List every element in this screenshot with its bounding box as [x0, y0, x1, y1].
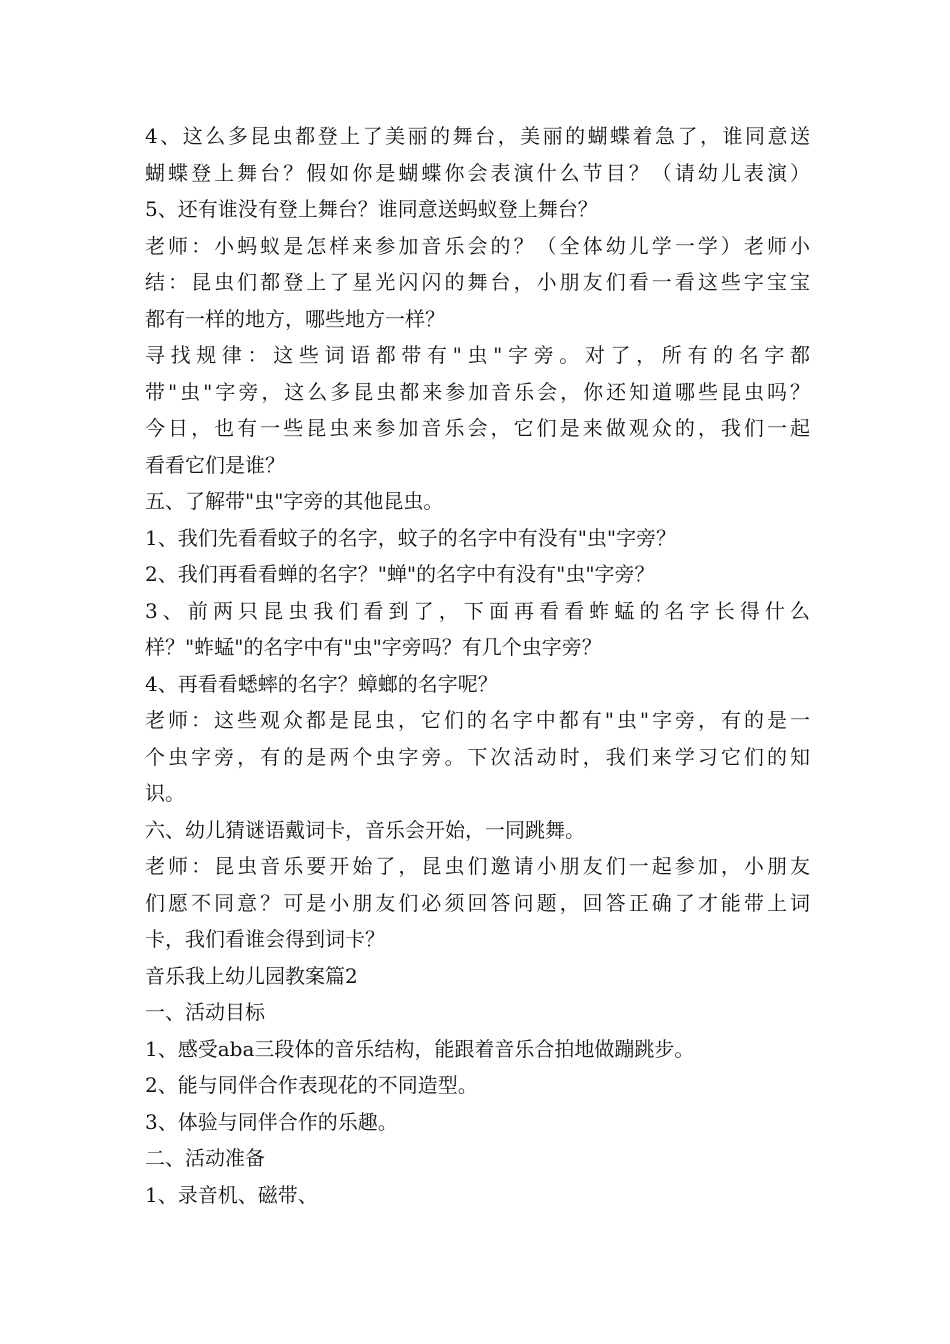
section-heading: 六、幼儿猜谜语戴词卡，音乐会开始，一同跳舞。: [145, 817, 585, 842]
document-body: [145, 118, 810, 1213]
document-title: 音乐我上幼儿园教案篇2: [145, 963, 358, 988]
text-line: 老师：这些观众都是昆虫，它们的名字中都有"虫"字旁，有的是一: [145, 708, 810, 732]
text-line: 带"虫"字旁，这么多昆虫都来参加音乐会，你还知道哪些昆虫吗？: [145, 379, 810, 404]
text-line: 卡，我们看谁会得到词卡？: [145, 927, 385, 951]
list-item: 1、录音机、磁带、: [145, 1182, 318, 1207]
section-heading: 二、活动准备: [145, 1146, 265, 1170]
text-line: 2、我们再看看蝉的名字？"蝉"的名字中有没有"虫"字旁？: [145, 562, 655, 586]
section-heading: 五、了解带"虫"字旁的其他昆虫。: [145, 489, 444, 513]
text-line: 寻找规律：这些词语都带有"虫"字旁。对了，所有的名字都: [145, 343, 810, 367]
text-line: 蝴蝶登上舞台？假如你是蝴蝶你会表演什么节目？（请幼儿表演）: [145, 160, 810, 185]
list-item: 2、能与同伴合作表现花的不同造型。: [145, 1073, 478, 1097]
text-line: 3、前两只昆虫我们看到了，下面再看看蚱蜢的名字长得什么: [145, 598, 810, 623]
text-line: 4、再看看蟋蟀的名字？蟑螂的名字呢？: [145, 671, 498, 696]
text-line: 样？"蚱蜢"的名字中有"虫"字旁吗？有几个虫字旁？: [145, 635, 602, 659]
text-line: 看看它们是谁？: [145, 452, 285, 477]
text-line: 5、还有谁没有登上舞台？谁同意送蚂蚁登上舞台？: [145, 197, 598, 221]
text-line: 都有一样的地方，哪些地方一样？: [145, 306, 445, 331]
list-item: 1、感受aba三段体的音乐结构，能跟着音乐合拍地做蹦跳步。: [145, 1036, 695, 1061]
list-item: 3、体验与同伴合作的乐趣。: [145, 1109, 398, 1134]
text-line: 们愿不同意？可是小朋友们必须回答问题，回答正确了才能带上词: [145, 890, 810, 915]
text-line: 结：昆虫们都登上了星光闪闪的舞台，小朋友们看一看这些字宝宝: [145, 270, 810, 294]
text-line: 4、这么多昆虫都登上了美丽的舞台，美丽的蝴蝶着急了，谁同意送: [145, 124, 810, 148]
section-heading: 一、活动目标: [145, 1000, 265, 1024]
text-line: 今日，也有一些昆虫来参加音乐会，它们是来做观众的，我们一起: [145, 416, 810, 440]
text-line: 识。: [145, 781, 185, 805]
text-line: 个虫字旁，有的是两个虫字旁。下次活动时，我们来学习它们的知: [145, 744, 810, 769]
text-line: 1、我们先看看蚊子的名字，蚊子的名字中有没有"虫"字旁？: [145, 525, 677, 550]
text-line: 老师：昆虫音乐要开始了，昆虫们邀请小朋友们一起参加，小朋友: [145, 854, 810, 878]
text-line: 老师：小蚂蚁是怎样来参加音乐会的？（全体幼儿学一学）老师小: [145, 233, 810, 258]
